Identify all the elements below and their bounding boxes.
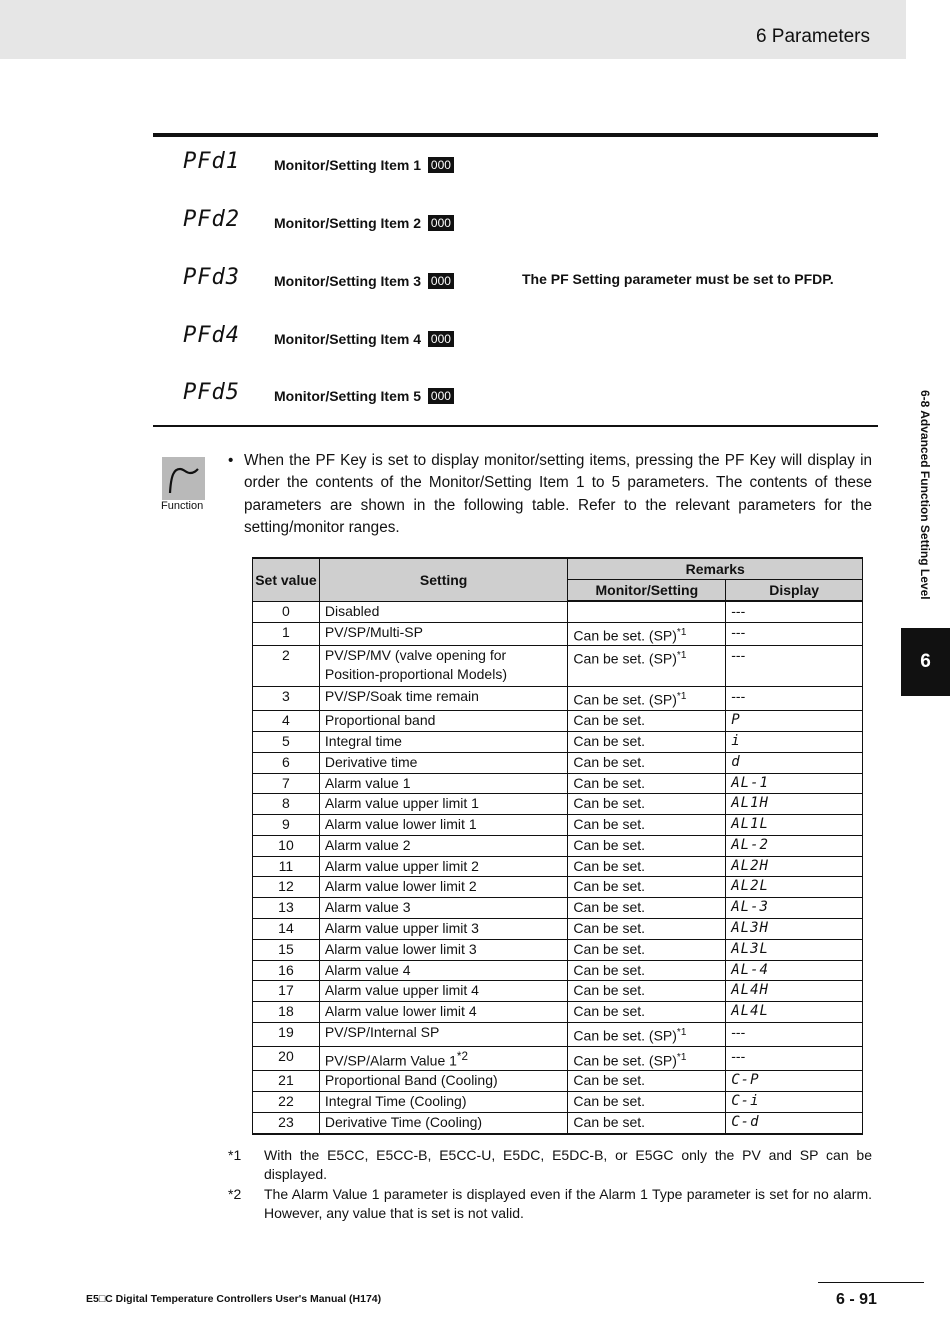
- param-code: PFd2: [183, 207, 240, 232]
- cell-setting: PV/SP/Alarm Value 1$^{*2}$: [319, 1046, 568, 1071]
- table-row: [253, 794, 863, 815]
- cell-setting: Integral time: [319, 731, 568, 752]
- cell-set-value: 19: [253, 1023, 320, 1047]
- cell-set-value: 21: [253, 1071, 320, 1092]
- cell-monitor-setting: Can be set.: [568, 898, 726, 919]
- footnote-text: With the E5CC, E5CC-B, E5CC-U, E5DC, E5DC-B, or E5GC only the PV and SP can be displayed.: [264, 1147, 872, 1182]
- cell-display: AL2L: [726, 877, 863, 898]
- cell-setting: Alarm value 3: [319, 898, 568, 919]
- cell-setting: PV/SP/Soak time remain: [319, 687, 568, 711]
- param-code: PFd5: [183, 380, 240, 405]
- cell-setting: PV/SP/Multi-SP: [319, 622, 568, 646]
- cell-display: AL3H: [726, 919, 863, 940]
- footnote-text: The Alarm Value 1 parameter is displayed even if the Alarm 1 Type parameter is set for no alarm. However, any value that is set is not valid.: [264, 1186, 872, 1221]
- cell-display: AL-1: [726, 773, 863, 794]
- cell-setting: PV/SP/Internal SP: [319, 1023, 568, 1047]
- cell-setting: Alarm value lower limit 4: [319, 1002, 568, 1023]
- cell-display: i: [726, 731, 863, 752]
- cell-display: ---: [726, 687, 863, 711]
- cell-monitor-setting: Can be set.: [568, 1002, 726, 1023]
- cell-set-value: 8: [253, 794, 320, 815]
- pf-settings-table: [252, 557, 863, 1135]
- cell-set-value: 4: [253, 711, 320, 732]
- cell-display: AL-4: [726, 960, 863, 981]
- cell-display: C-i: [726, 1092, 863, 1113]
- cell-monitor-setting: Can be set.: [568, 815, 726, 836]
- param-badge: 000: [428, 388, 454, 404]
- param-badge: 000: [428, 157, 454, 173]
- cell-display: P: [726, 711, 863, 732]
- table-row: [253, 622, 863, 646]
- table-body: [253, 601, 863, 1134]
- cell-set-value: 22: [253, 1092, 320, 1113]
- footnote-ref: *1: [676, 691, 687, 703]
- cell-display: AL4H: [726, 981, 863, 1002]
- section-rule: [153, 425, 878, 427]
- cell-monitor-setting: Can be set.: [568, 773, 726, 794]
- cell-display: ---: [726, 646, 863, 687]
- table-row: [253, 877, 863, 898]
- footer-rule: [818, 1282, 924, 1283]
- header-setting: Setting: [319, 558, 568, 601]
- cell-setting: Alarm value 1: [319, 773, 568, 794]
- page-title: 6 Parameters: [755, 26, 870, 47]
- param-code: PFd1: [183, 149, 240, 174]
- cell-set-value: 2: [253, 646, 320, 687]
- footnote: [228, 1185, 872, 1223]
- cell-set-value: 17: [253, 981, 320, 1002]
- cell-display: AL3L: [726, 939, 863, 960]
- cell-monitor-setting: Can be set.: [568, 919, 726, 940]
- cell-set-value: 16: [253, 960, 320, 981]
- cell-set-value: 1: [253, 622, 320, 646]
- cell-set-value: 18: [253, 1002, 320, 1023]
- footnote-mark: *2: [228, 1186, 242, 1202]
- cell-set-value: 0: [253, 601, 320, 622]
- cell-monitor-setting: Can be set.: [568, 1071, 726, 1092]
- table-row: [253, 1112, 863, 1133]
- table-row: [253, 646, 863, 687]
- function-label: Function: [161, 500, 204, 512]
- table-row: [253, 1092, 863, 1113]
- bullet-text: When the PF Key is set to display monitor/setting items, pressing the PF Key will display in order the contents of the Monitor/Setting Item 1 to 5 parameters. The contents of these parameters are shown in the following table. Refer to the relevant parameters for the setting/monitor ranges.: [244, 452, 872, 536]
- table-row: [253, 773, 863, 794]
- cell-display: AL-3: [726, 898, 863, 919]
- cell-set-value: 20: [253, 1046, 320, 1071]
- cell-monitor-setting: Can be set.: [568, 856, 726, 877]
- table-row: [253, 919, 863, 940]
- table-row: [253, 687, 863, 711]
- param-name: Monitor/Setting Item 3 000: [274, 273, 454, 289]
- cell-setting: Disabled: [319, 601, 568, 622]
- cell-setting: Alarm value lower limit 2: [319, 877, 568, 898]
- cell-set-value: 13: [253, 898, 320, 919]
- footnote-ref: *1: [676, 626, 687, 638]
- cell-monitor-setting: Can be set. (SP)$^{*1}$: [568, 622, 726, 646]
- cell-set-value: 6: [253, 752, 320, 773]
- table-row: [253, 835, 863, 856]
- table-row: [253, 939, 863, 960]
- footnote: [228, 1146, 872, 1184]
- cell-setting: Integral Time (Cooling): [319, 1092, 568, 1113]
- cell-display: d: [726, 752, 863, 773]
- param-badge: 000: [428, 331, 454, 347]
- cell-display: AL2H: [726, 856, 863, 877]
- footnote-ref: *2: [456, 1049, 468, 1063]
- page-number: 6 - 91: [836, 1291, 877, 1308]
- cell-display: AL4L: [726, 1002, 863, 1023]
- cell-display: C-d: [726, 1112, 863, 1133]
- cell-setting: Alarm value upper limit 4: [319, 981, 568, 1002]
- cell-monitor-setting: Can be set.: [568, 731, 726, 752]
- table-row: [253, 815, 863, 836]
- table-row: [253, 711, 863, 732]
- cell-monitor-setting: Can be set.: [568, 835, 726, 856]
- table-row: [253, 981, 863, 1002]
- table-row: [253, 601, 863, 622]
- cell-monitor-setting: Can be set. (SP)$^{*1}$: [568, 687, 726, 711]
- table-row: [253, 856, 863, 877]
- cell-monitor-setting: Can be set.: [568, 794, 726, 815]
- cell-setting: Alarm value upper limit 1: [319, 794, 568, 815]
- footer-manual-title: E5□C Digital Temperature Controllers User's Manual (H174): [86, 1293, 382, 1305]
- cell-display: AL1H: [726, 794, 863, 815]
- cell-set-value: 15: [253, 939, 320, 960]
- function-curve-icon: [162, 457, 205, 500]
- param-name: Monitor/Setting Item 1 000: [274, 157, 454, 173]
- cell-setting: Alarm value 2: [319, 835, 568, 856]
- cell-set-value: 9: [253, 815, 320, 836]
- cell-set-value: 3: [253, 687, 320, 711]
- cell-monitor-setting: Can be set.: [568, 877, 726, 898]
- cell-display: ---: [726, 1023, 863, 1047]
- table-row: [253, 1071, 863, 1092]
- cell-setting: Alarm value upper limit 2: [319, 856, 568, 877]
- cell-monitor-setting: Can be set. (SP)$^{*1}$: [568, 646, 726, 687]
- cell-setting: Derivative time: [319, 752, 568, 773]
- table-row: [253, 1046, 863, 1071]
- footnote-mark: *1: [228, 1147, 242, 1163]
- cell-display: AL1L: [726, 815, 863, 836]
- table-row: [253, 898, 863, 919]
- cell-monitor-setting: [568, 601, 726, 622]
- cell-display: C-P: [726, 1071, 863, 1092]
- top-rule: [153, 133, 878, 137]
- table-row: [253, 752, 863, 773]
- cell-set-value: 10: [253, 835, 320, 856]
- bullet-mark: •: [228, 452, 234, 469]
- cell-monitor-setting: Can be set.: [568, 960, 726, 981]
- table-row: [253, 1002, 863, 1023]
- param-badge: 000: [428, 273, 454, 289]
- cell-monitor-setting: Can be set.: [568, 1092, 726, 1113]
- description-bullet: [228, 450, 872, 539]
- section-side-label: 6-8 Advanced Function Setting Level: [918, 390, 932, 600]
- cell-set-value: 14: [253, 919, 320, 940]
- pf-setting-note: The PF Setting parameter must be set to PFDP.: [522, 271, 834, 287]
- cell-display: ---: [726, 622, 863, 646]
- cell-set-value: 23: [253, 1112, 320, 1133]
- footnote-ref: *1: [676, 1051, 687, 1063]
- table-row: [253, 1023, 863, 1047]
- param-code: PFd4: [183, 323, 240, 348]
- cell-monitor-setting: Can be set.: [568, 981, 726, 1002]
- header-remarks: Remarks: [568, 558, 863, 580]
- cell-monitor-setting: Can be set.: [568, 711, 726, 732]
- chapter-tab: 6: [901, 628, 950, 696]
- param-badge: 000: [428, 215, 454, 231]
- cell-setting: PV/SP/MV (valve opening for Position-proportional Models): [319, 646, 568, 687]
- footnote-ref: *1: [676, 1027, 687, 1039]
- cell-set-value: 7: [253, 773, 320, 794]
- param-code: PFd3: [183, 265, 240, 290]
- cell-set-value: 5: [253, 731, 320, 752]
- cell-setting: Proportional band: [319, 711, 568, 732]
- cell-setting: Alarm value upper limit 3: [319, 919, 568, 940]
- cell-setting: Derivative Time (Cooling): [319, 1112, 568, 1133]
- cell-set-value: 11: [253, 856, 320, 877]
- cell-display: ---: [726, 1046, 863, 1071]
- cell-monitor-setting: Can be set.: [568, 1112, 726, 1133]
- cell-monitor-setting: Can be set.: [568, 939, 726, 960]
- param-name: Monitor/Setting Item 5 000: [274, 388, 454, 404]
- table-row: [253, 960, 863, 981]
- header-set-value: Set value: [253, 558, 320, 601]
- cell-monitor-setting: Can be set. (SP)$^{*1}$: [568, 1046, 726, 1071]
- cell-set-value: 12: [253, 877, 320, 898]
- footnote-ref: *1: [676, 650, 687, 662]
- cell-monitor-setting: Can be set. (SP)$^{*1}$: [568, 1023, 726, 1047]
- table-row: [253, 731, 863, 752]
- header-display: Display: [726, 580, 863, 602]
- cell-setting: Alarm value 4: [319, 960, 568, 981]
- header-monitor-setting: Monitor/Setting: [568, 580, 726, 602]
- cell-monitor-setting: Can be set.: [568, 752, 726, 773]
- cell-setting: Alarm value lower limit 1: [319, 815, 568, 836]
- cell-display: AL-2: [726, 835, 863, 856]
- param-name: Monitor/Setting Item 2 000: [274, 215, 454, 231]
- cell-setting: Alarm value lower limit 3: [319, 939, 568, 960]
- param-name: Monitor/Setting Item 4 000: [274, 331, 454, 347]
- cell-setting: Proportional Band (Cooling): [319, 1071, 568, 1092]
- cell-display: ---: [726, 601, 863, 622]
